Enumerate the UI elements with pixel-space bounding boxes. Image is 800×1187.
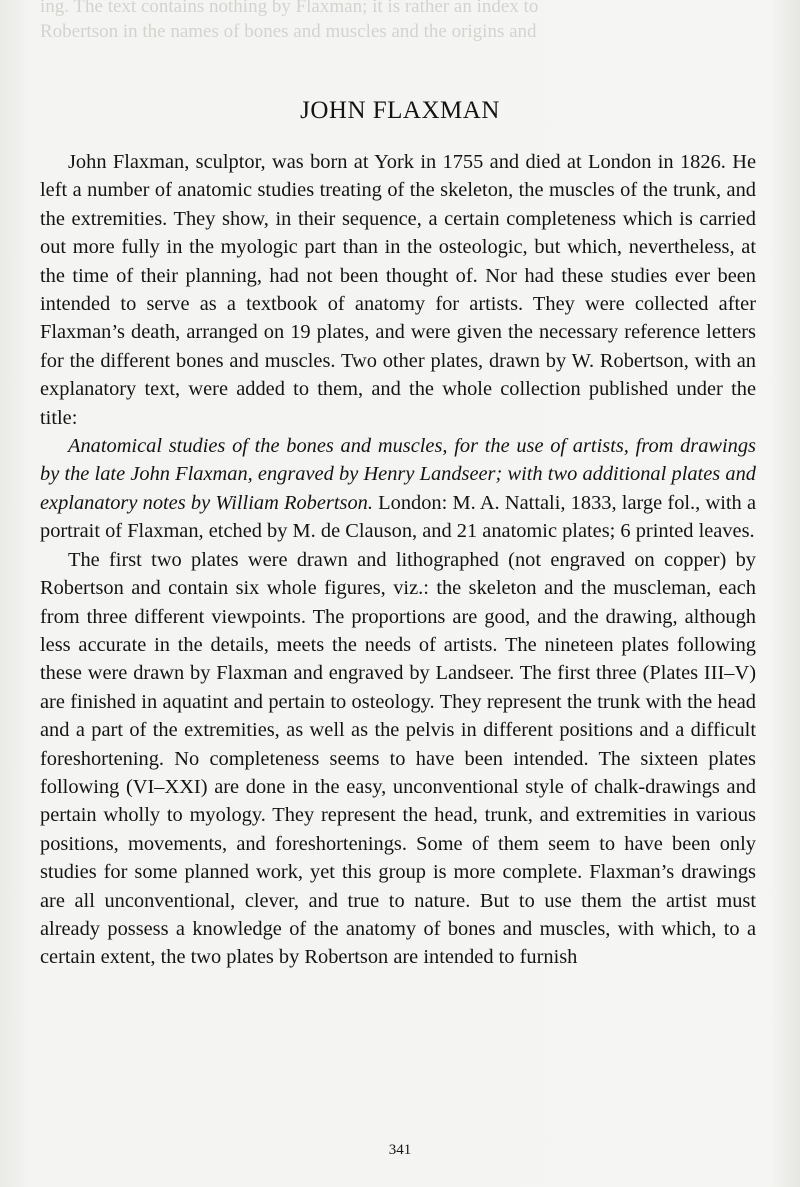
body-text xyxy=(40,148,756,972)
citation-details: London: M. A. Nattali, 1833, large fol., with a portrait of Flaxman, etched by M. de Clauson, and 21 anatomic plates; 6 printed leaves. xyxy=(40,491,756,543)
paragraph-description: The first two plates were drawn and lithographed (not engraved on copper) by Robertson and contain six whole figures, viz.: the skeleton and the muscleman, each from three different viewpoints. The proportions are good, and the drawing, although less accurate in the details, meets the needs of artists. The nineteen plates following these were drawn by Flaxman and engraved by Landseer. The first three (Plates III–V) are finished in aquatint and pertain to osteology. They represent the trunk with the head and a part of the extremities, as well as the pelvis in different positions and a difficult foreshortening. No completeness seems to have been intended. The sixteen plates following (VI–XXI) are done in the easy, unconventional style of chalk-drawings and pertain wholly to myology. They represent the head, trunk, and extremities in various positions, movements, and foreshortenings. Some of them seem to have been only studies for some planned work, yet this group is more complete. Flaxman’s drawings are all unconventional, clever, and true to nature. But to use them the artist must already possess a knowledge of the anatomy of bones and muscles, with which, to a certain extent, the two plates by Robertson are intended to furnish xyxy=(40,548,756,969)
bleed-through-text xyxy=(40,0,800,60)
bleed-line-2: Robertson in the names of bones and muscles and the origins and xyxy=(40,21,537,42)
paragraph-citation xyxy=(40,432,756,546)
page-number: 341 xyxy=(388,1142,412,1158)
chapter-title: JOHN FLAXMAN xyxy=(300,97,500,124)
citation-title: Anatomical studies of the bones and muscles, for the use of artists, from drawings by the late John Flaxman, engraved by Henry Landseer; with two additional plates and explanatory notes by William Robertson. xyxy=(40,435,756,514)
paragraph-intro: John Flaxman, sculptor, was born at York in 1755 and died at London in 1826. He left a number of anatomic studies treating of the skeleton, the muscles of the trunk, and the extremities. They show, in their sequence, a certain completeness which is carried out more fully in the myologic part than in the osteologic, but which, nevertheless, at the time of their planning, had not been thought of. Nor had these studies ever been intended to serve as a textbook of anatomy for artists. They were collected after Flaxman’s death, arranged on 19 plates, and were given the necessary reference letters for the different bones and muscles. Two other plates, drawn by W. Robertson, with an explanatory text, were added to them, and the whole collection published under the title: xyxy=(40,151,756,429)
bleed-line-1: ing. The text contains nothing by Flaxman; it is rather an index to xyxy=(40,0,539,17)
